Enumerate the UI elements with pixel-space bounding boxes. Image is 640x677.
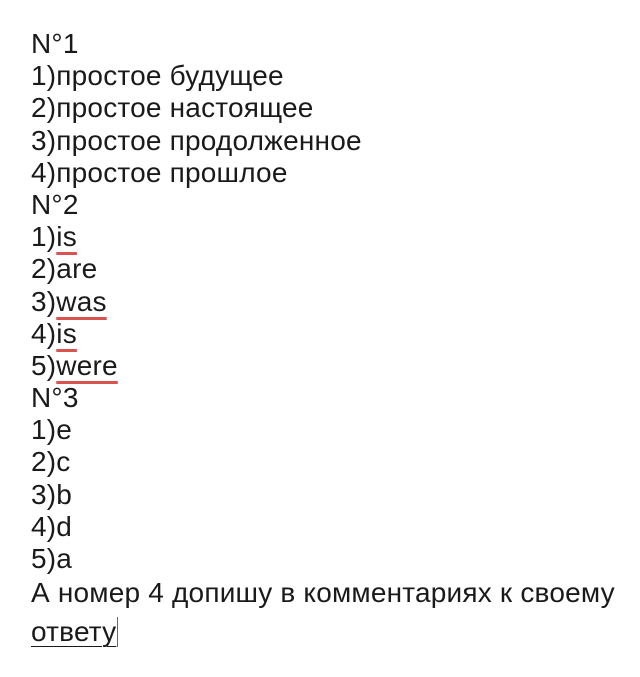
section-2-item-1 bbox=[31, 221, 631, 253]
underlined-word: ответу bbox=[31, 616, 117, 648]
section-3-item-2: 2)c bbox=[31, 446, 71, 478]
section-1-item-2: 2)простое настоящее bbox=[31, 92, 314, 124]
section-3-item-5: 5)a bbox=[31, 543, 73, 574]
closing-note-text: А номер 4 допишу в комментариях к своему bbox=[31, 577, 615, 609]
section-1-item-4: 4)простое прошлое bbox=[31, 156, 288, 188]
section-2-item-3 bbox=[31, 286, 631, 318]
item-number: 3) bbox=[31, 285, 57, 317]
section-2-item-2 bbox=[31, 253, 631, 285]
text-cursor bbox=[117, 617, 118, 647]
section-2-item-4 bbox=[31, 318, 631, 350]
spellcheck-word[interactable]: is bbox=[56, 317, 77, 349]
section-2-heading: N°2 bbox=[31, 188, 79, 220]
section-1-heading: N°1 bbox=[31, 28, 79, 59]
section-3-item-4: 4)d bbox=[31, 510, 73, 542]
section-1-item-3: 3)простое продолженное bbox=[31, 124, 362, 156]
item-number: 2) bbox=[31, 253, 57, 285]
section-1-item-1: 1)простое будущее bbox=[31, 60, 284, 92]
closing-note bbox=[31, 573, 631, 651]
section-3-item-3: 3)b bbox=[31, 478, 73, 510]
spellcheck-word[interactable]: is bbox=[56, 221, 77, 253]
spellcheck-word[interactable]: were bbox=[56, 349, 118, 381]
section-3-item-1: 1)e bbox=[31, 414, 73, 446]
item-word: are bbox=[56, 253, 98, 285]
spellcheck-word[interactable]: was bbox=[56, 285, 107, 317]
section-2-item-5 bbox=[31, 350, 631, 382]
item-number: 4) bbox=[31, 317, 57, 349]
item-number: 5) bbox=[31, 349, 57, 381]
item-number: 1) bbox=[31, 221, 57, 253]
document-body[interactable] bbox=[31, 28, 631, 651]
section-3-heading: N°3 bbox=[31, 382, 79, 414]
